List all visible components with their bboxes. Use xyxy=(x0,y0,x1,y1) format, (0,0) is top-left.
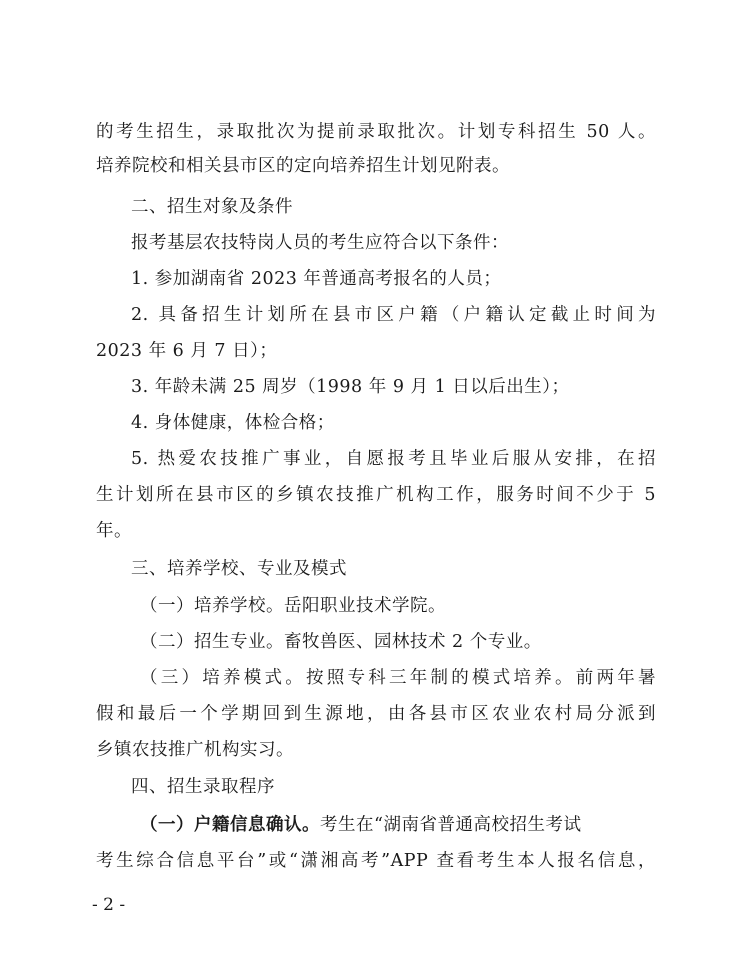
subsection-continuation: 乡镇农技推广机构实习。 xyxy=(96,740,294,760)
paragraph-line: 的考生招生，录取批次为提前录取批次。计划专科招生 50 人。 xyxy=(96,122,656,142)
procedure-item-continuation: 考生综合信息平台”或“潇湘高考”APP 查看考生本人报名信息， xyxy=(96,851,656,871)
list-item-continuation: 生计划所在县市区的乡镇农技推广机构工作，服务时间不少于 5 xyxy=(96,485,656,505)
subsection-item: （三）培养模式。按照专科三年制的模式培养。前两年暑 xyxy=(140,668,656,688)
list-item: 2. 具备招生计划所在县市区户籍（户籍认定截止时间为 xyxy=(131,305,656,325)
list-item-continuation: 2023 年 6 月 7 日）； xyxy=(96,341,278,361)
subsection-continuation: 假和最后一个学期回到生源地，由各县市区农业农村局分派到 xyxy=(96,704,656,724)
list-item: 3. 年龄未满 25 周岁（1998 年 9 月 1 日以后出生）； xyxy=(131,377,570,397)
section-heading: 四、招生录取程序 xyxy=(131,777,275,797)
page-number: - 2 - xyxy=(92,895,126,915)
paragraph-line: 培养院校和相关县市区的定向培养招生计划见附表。 xyxy=(96,156,510,176)
list-item: 5. 热爱农技推广事业，自愿报考且毕业后服从安排，在招 xyxy=(131,449,656,469)
subsection-item: （一）培养学校。岳阳职业技术学院。 xyxy=(140,596,446,616)
list-item: 1. 参加湖南省 2023 年普通高考报名的人员； xyxy=(131,269,502,289)
section-heading: 二、招生对象及条件 xyxy=(131,197,293,217)
paragraph-line: 报考基层农技特岗人员的考生应符合以下条件： xyxy=(131,233,509,253)
list-item: 4. 身体健康，体检合格； xyxy=(131,413,335,433)
section-heading: 三、培养学校、专业及模式 xyxy=(131,559,347,579)
procedure-item-lead: （一）户籍信息确认。 xyxy=(140,815,320,835)
procedure-item xyxy=(140,814,656,836)
subsection-item: （二）招生专业。畜牧兽医、园林技术 2 个专业。 xyxy=(140,632,542,652)
procedure-item-text: 考生在“湖南省普通高校招生考试 xyxy=(320,815,582,835)
list-item-continuation: 年。 xyxy=(96,521,132,541)
